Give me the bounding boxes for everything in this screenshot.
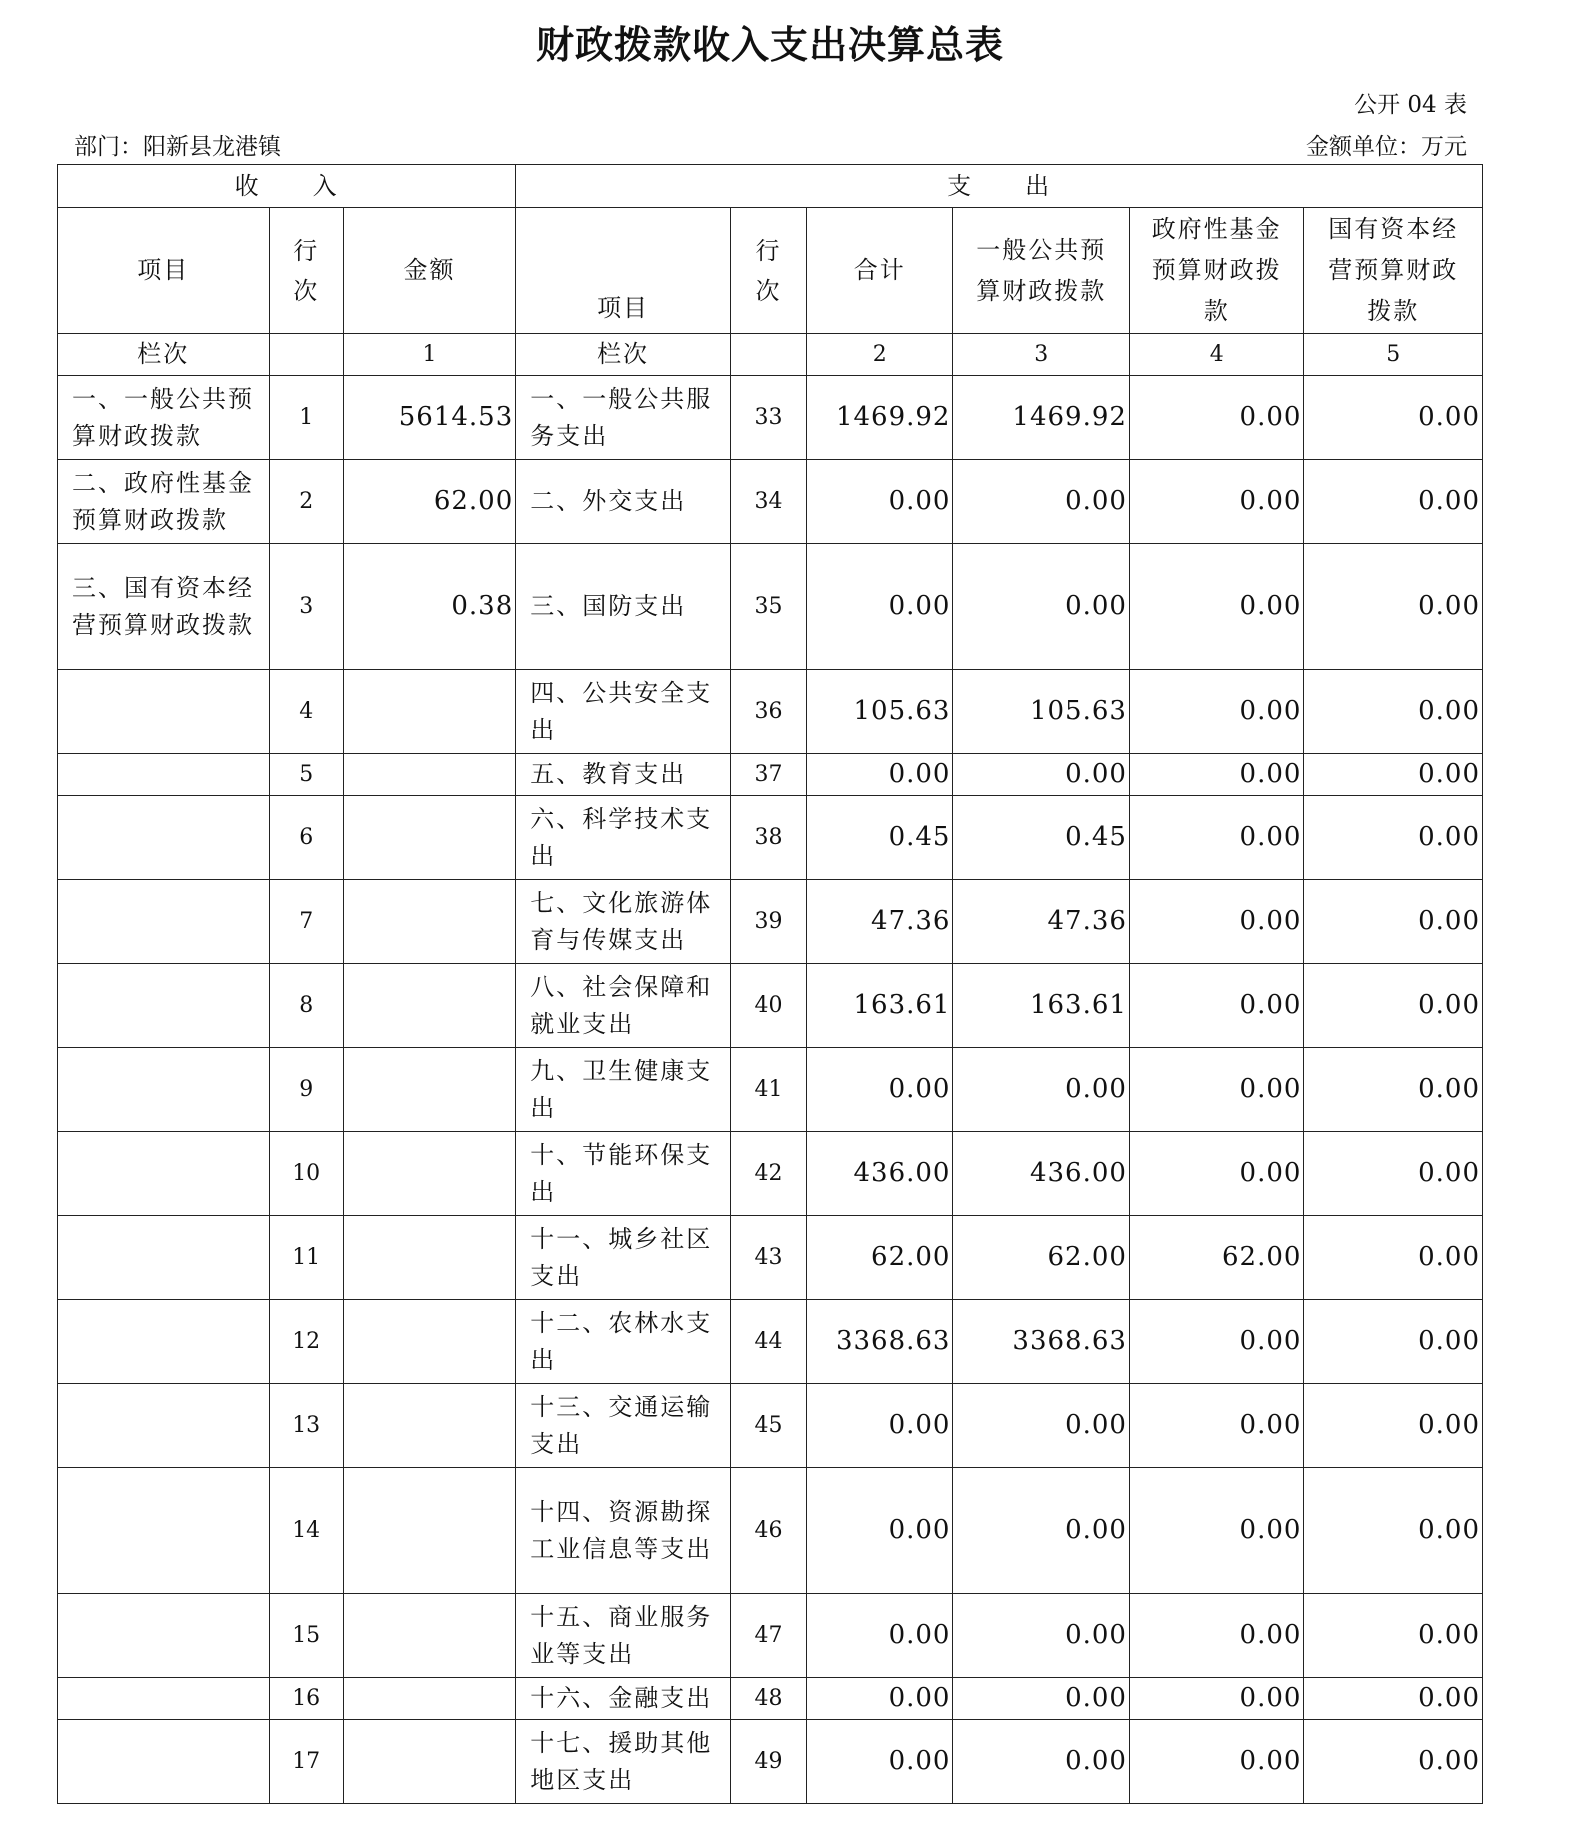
total-cell: 1469.92 <box>807 376 953 460</box>
state-capital-cell: 0.00 <box>1304 964 1483 1048</box>
gov-fund-cell: 0.00 <box>1129 376 1303 460</box>
state-capital-cell: 0.00 <box>1304 880 1483 964</box>
income-item-cell <box>58 1720 270 1804</box>
expense-item-cell: 五、教育支出 <box>516 754 731 796</box>
income-row-no-cell: 4 <box>269 670 343 754</box>
income-amount-cell <box>343 1720 515 1804</box>
table-row <box>58 1048 1483 1132</box>
state-capital-cell: 0.00 <box>1304 1216 1483 1300</box>
table-row <box>58 1132 1483 1216</box>
expense-item-cell: 九、卫生健康支出 <box>516 1048 731 1132</box>
state-capital-cell: 0.00 <box>1304 754 1483 796</box>
total-cell: 47.36 <box>807 880 953 964</box>
gov-fund-cell: 0.00 <box>1129 670 1303 754</box>
income-row-no-cell: 17 <box>269 1720 343 1804</box>
general-budget-cell: 0.00 <box>953 754 1129 796</box>
table-row <box>58 880 1483 964</box>
total-cell: 0.00 <box>807 544 953 670</box>
column-index-row <box>58 334 1483 376</box>
income-amount-cell <box>343 964 515 1048</box>
expense-item-cell: 十二、农林水支出 <box>516 1300 731 1384</box>
income-row-no-cell: 12 <box>269 1300 343 1384</box>
expense-item-cell: 八、社会保障和就业支出 <box>516 964 731 1048</box>
income-amount-cell <box>343 796 515 880</box>
expense-item-cell: 一、一般公共服务支出 <box>516 376 731 460</box>
gov-fund-cell: 62.00 <box>1129 1216 1303 1300</box>
expense-item-header: 项目 <box>516 208 731 334</box>
expense-row-no-cell: 41 <box>730 1048 806 1132</box>
table-row <box>58 964 1483 1048</box>
income-amount-cell <box>343 1132 515 1216</box>
income-amount-cell <box>343 1594 515 1678</box>
state-capital-cell: 0.00 <box>1304 544 1483 670</box>
empty-cell <box>269 334 343 376</box>
general-budget-cell: 163.61 <box>953 964 1129 1048</box>
income-item-cell <box>58 1300 270 1384</box>
income-row-no-cell: 13 <box>269 1384 343 1468</box>
income-item-cell: 二、政府性基金预算财政拨款 <box>58 460 270 544</box>
gov-fund-cell: 0.00 <box>1129 1300 1303 1384</box>
expense-row-no-cell: 48 <box>730 1678 806 1720</box>
table-row <box>58 376 1483 460</box>
total-cell: 3368.63 <box>807 1300 953 1384</box>
general-budget-cell: 0.00 <box>953 544 1129 670</box>
income-row-no-cell: 9 <box>269 1048 343 1132</box>
expense-row-no-cell: 45 <box>730 1384 806 1468</box>
income-item-cell <box>58 1048 270 1132</box>
expense-item-cell: 六、科学技术支出 <box>516 796 731 880</box>
income-amount-cell <box>343 754 515 796</box>
income-row-no-cell: 5 <box>269 754 343 796</box>
income-amount-cell <box>343 1384 515 1468</box>
income-item-cell <box>58 964 270 1048</box>
expense-row-no-cell: 37 <box>730 754 806 796</box>
expense-section-header: 支 出 <box>516 165 1483 208</box>
state-capital-header: 国有资本经营预算财政拨款 <box>1304 208 1483 334</box>
general-budget-cell: 62.00 <box>953 1216 1129 1300</box>
total-cell: 163.61 <box>807 964 953 1048</box>
state-capital-cell: 0.00 <box>1304 796 1483 880</box>
expense-row-no-cell: 49 <box>730 1720 806 1804</box>
expense-row-no-cell: 46 <box>730 1468 806 1594</box>
total-cell: 436.00 <box>807 1132 953 1216</box>
state-capital-cell: 0.00 <box>1304 1678 1483 1720</box>
gov-fund-cell: 0.00 <box>1129 1678 1303 1720</box>
expense-row-no-cell: 36 <box>730 670 806 754</box>
col-index-2: 2 <box>807 334 953 376</box>
expense-row-no-header: 行次 <box>730 208 806 334</box>
general-budget-cell: 105.63 <box>953 670 1129 754</box>
income-row-no-cell: 6 <box>269 796 343 880</box>
col-index-1: 1 <box>343 334 515 376</box>
income-item-cell: 三、国有资本经营预算财政拨款 <box>58 544 270 670</box>
expense-row-no-cell: 44 <box>730 1300 806 1384</box>
table-row <box>58 1594 1483 1678</box>
expense-row-no-cell: 34 <box>730 460 806 544</box>
table-row <box>58 1384 1483 1468</box>
income-item-cell <box>58 754 270 796</box>
income-row-no-cell: 15 <box>269 1594 343 1678</box>
income-row-no-cell: 3 <box>269 544 343 670</box>
income-item-header: 项目 <box>58 208 270 334</box>
expense-item-cell: 三、国防支出 <box>516 544 731 670</box>
general-budget-header: 一般公共预算财政拨款 <box>953 208 1129 334</box>
income-item-cell <box>58 1384 270 1468</box>
general-budget-cell: 1469.92 <box>953 376 1129 460</box>
income-amount-cell <box>343 1300 515 1384</box>
expense-item-cell: 十三、交通运输支出 <box>516 1384 731 1468</box>
expense-item-cell: 四、公共安全支出 <box>516 670 731 754</box>
section-header-row <box>58 165 1483 208</box>
income-item-cell <box>58 796 270 880</box>
expense-item-cell: 十六、金融支出 <box>516 1678 731 1720</box>
table-row <box>58 1468 1483 1594</box>
table-row <box>58 670 1483 754</box>
department-label: 部门：阳新县龙港镇 <box>74 134 281 160</box>
col-index-3: 3 <box>953 334 1129 376</box>
income-amount-cell: 5614.53 <box>343 376 515 460</box>
total-cell: 105.63 <box>807 670 953 754</box>
total-cell: 0.00 <box>807 754 953 796</box>
table-row <box>58 1678 1483 1720</box>
state-capital-cell: 0.00 <box>1304 1132 1483 1216</box>
general-budget-cell: 0.00 <box>953 1720 1129 1804</box>
general-budget-cell: 3368.63 <box>953 1300 1129 1384</box>
general-budget-cell: 0.00 <box>953 1048 1129 1132</box>
income-item-cell <box>58 1132 270 1216</box>
gov-fund-cell: 0.00 <box>1129 1132 1303 1216</box>
income-amount-cell <box>343 1468 515 1594</box>
income-row-no-cell: 7 <box>269 880 343 964</box>
total-cell: 0.00 <box>807 1384 953 1468</box>
total-header: 合计 <box>807 208 953 334</box>
expense-row-no-cell: 39 <box>730 880 806 964</box>
expense-item-cell: 十、节能环保支出 <box>516 1132 731 1216</box>
general-budget-cell: 436.00 <box>953 1132 1129 1216</box>
income-item-cell: 一、一般公共预算财政拨款 <box>58 376 270 460</box>
table-row <box>58 1300 1483 1384</box>
expense-row-no-cell: 43 <box>730 1216 806 1300</box>
income-item-cell <box>58 670 270 754</box>
expense-row-no-cell: 38 <box>730 796 806 880</box>
gov-fund-cell: 0.00 <box>1129 1594 1303 1678</box>
gov-fund-cell: 0.00 <box>1129 1048 1303 1132</box>
income-amount-cell <box>343 670 515 754</box>
gov-fund-cell: 0.00 <box>1129 1384 1303 1468</box>
expense-row-no-cell: 47 <box>730 1594 806 1678</box>
total-cell: 0.00 <box>807 1048 953 1132</box>
general-budget-cell: 0.00 <box>953 1594 1129 1678</box>
state-capital-cell: 0.00 <box>1304 376 1483 460</box>
total-cell: 0.00 <box>807 460 953 544</box>
total-cell: 0.00 <box>807 1468 953 1594</box>
table-row <box>58 460 1483 544</box>
empty-cell <box>730 334 806 376</box>
state-capital-cell: 0.00 <box>1304 1048 1483 1132</box>
gov-fund-cell: 0.00 <box>1129 964 1303 1048</box>
table-row <box>58 796 1483 880</box>
income-item-cell <box>58 1678 270 1720</box>
income-amount-cell <box>343 880 515 964</box>
page-title: 财政拨款收入支出决算总表 <box>535 23 1004 67</box>
total-cell: 62.00 <box>807 1216 953 1300</box>
income-item-cell <box>58 880 270 964</box>
table-row <box>58 754 1483 796</box>
budget-table <box>57 164 1483 1804</box>
table-row <box>58 1720 1483 1804</box>
state-capital-cell: 0.00 <box>1304 670 1483 754</box>
gov-fund-cell: 0.00 <box>1129 1720 1303 1804</box>
gov-fund-cell: 0.00 <box>1129 460 1303 544</box>
expense-item-cell: 十四、资源勘探工业信息等支出 <box>516 1468 731 1594</box>
income-amount-cell: 62.00 <box>343 460 515 544</box>
expense-item-cell: 七、文化旅游体育与传媒支出 <box>516 880 731 964</box>
income-item-cell <box>58 1594 270 1678</box>
income-amount-cell <box>343 1216 515 1300</box>
gov-fund-cell: 0.00 <box>1129 544 1303 670</box>
gov-fund-cell: 0.00 <box>1129 1468 1303 1594</box>
state-capital-cell: 0.00 <box>1304 1300 1483 1384</box>
income-amount-cell: 0.38 <box>343 544 515 670</box>
table-row <box>58 544 1483 670</box>
expense-item-cell: 二、外交支出 <box>516 460 731 544</box>
income-section-header: 收 入 <box>58 165 516 208</box>
general-budget-cell: 0.00 <box>953 1468 1129 1594</box>
gov-fund-cell: 0.00 <box>1129 754 1303 796</box>
unit-label: 金额单位：万元 <box>1306 134 1467 160</box>
state-capital-cell: 0.00 <box>1304 1594 1483 1678</box>
expense-col-label: 栏次 <box>516 334 731 376</box>
gov-fund-cell: 0.00 <box>1129 880 1303 964</box>
income-row-no-cell: 1 <box>269 376 343 460</box>
expense-row-no-cell: 40 <box>730 964 806 1048</box>
income-row-no-cell: 14 <box>269 1468 343 1594</box>
general-budget-cell: 0.00 <box>953 1384 1129 1468</box>
income-amount-cell <box>343 1678 515 1720</box>
state-capital-cell: 0.00 <box>1304 1468 1483 1594</box>
table-row <box>58 1216 1483 1300</box>
state-capital-cell: 0.00 <box>1304 1384 1483 1468</box>
expense-item-cell: 十七、援助其他地区支出 <box>516 1720 731 1804</box>
state-capital-cell: 0.00 <box>1304 1720 1483 1804</box>
income-row-no-cell: 8 <box>269 964 343 1048</box>
income-item-cell <box>58 1216 270 1300</box>
income-row-no-cell: 16 <box>269 1678 343 1720</box>
expense-row-no-cell: 35 <box>730 544 806 670</box>
total-cell: 0.00 <box>807 1594 953 1678</box>
gov-fund-cell: 0.00 <box>1129 796 1303 880</box>
income-row-no-cell: 11 <box>269 1216 343 1300</box>
total-cell: 0.00 <box>807 1678 953 1720</box>
income-amount-cell <box>343 1048 515 1132</box>
general-budget-cell: 0.00 <box>953 1678 1129 1720</box>
state-capital-cell: 0.00 <box>1304 460 1483 544</box>
total-cell: 0.45 <box>807 796 953 880</box>
gov-fund-header: 政府性基金预算财政拨款 <box>1129 208 1303 334</box>
income-col-label: 栏次 <box>58 334 270 376</box>
col-index-4: 4 <box>1129 334 1303 376</box>
expense-row-no-cell: 33 <box>730 376 806 460</box>
column-header-row <box>58 208 1483 334</box>
general-budget-cell: 47.36 <box>953 880 1129 964</box>
form-number: 公开 04 表 <box>1354 92 1467 118</box>
expense-item-cell: 十五、商业服务业等支出 <box>516 1594 731 1678</box>
general-budget-cell: 0.00 <box>953 460 1129 544</box>
general-budget-cell: 0.45 <box>953 796 1129 880</box>
income-row-no-header: 行次 <box>269 208 343 334</box>
total-cell: 0.00 <box>807 1720 953 1804</box>
amount-header: 金额 <box>343 208 515 334</box>
income-row-no-cell: 10 <box>269 1132 343 1216</box>
expense-row-no-cell: 42 <box>730 1132 806 1216</box>
col-index-5: 5 <box>1304 334 1483 376</box>
expense-item-cell: 十一、城乡社区支出 <box>516 1216 731 1300</box>
income-item-cell <box>58 1468 270 1594</box>
income-row-no-cell: 2 <box>269 460 343 544</box>
